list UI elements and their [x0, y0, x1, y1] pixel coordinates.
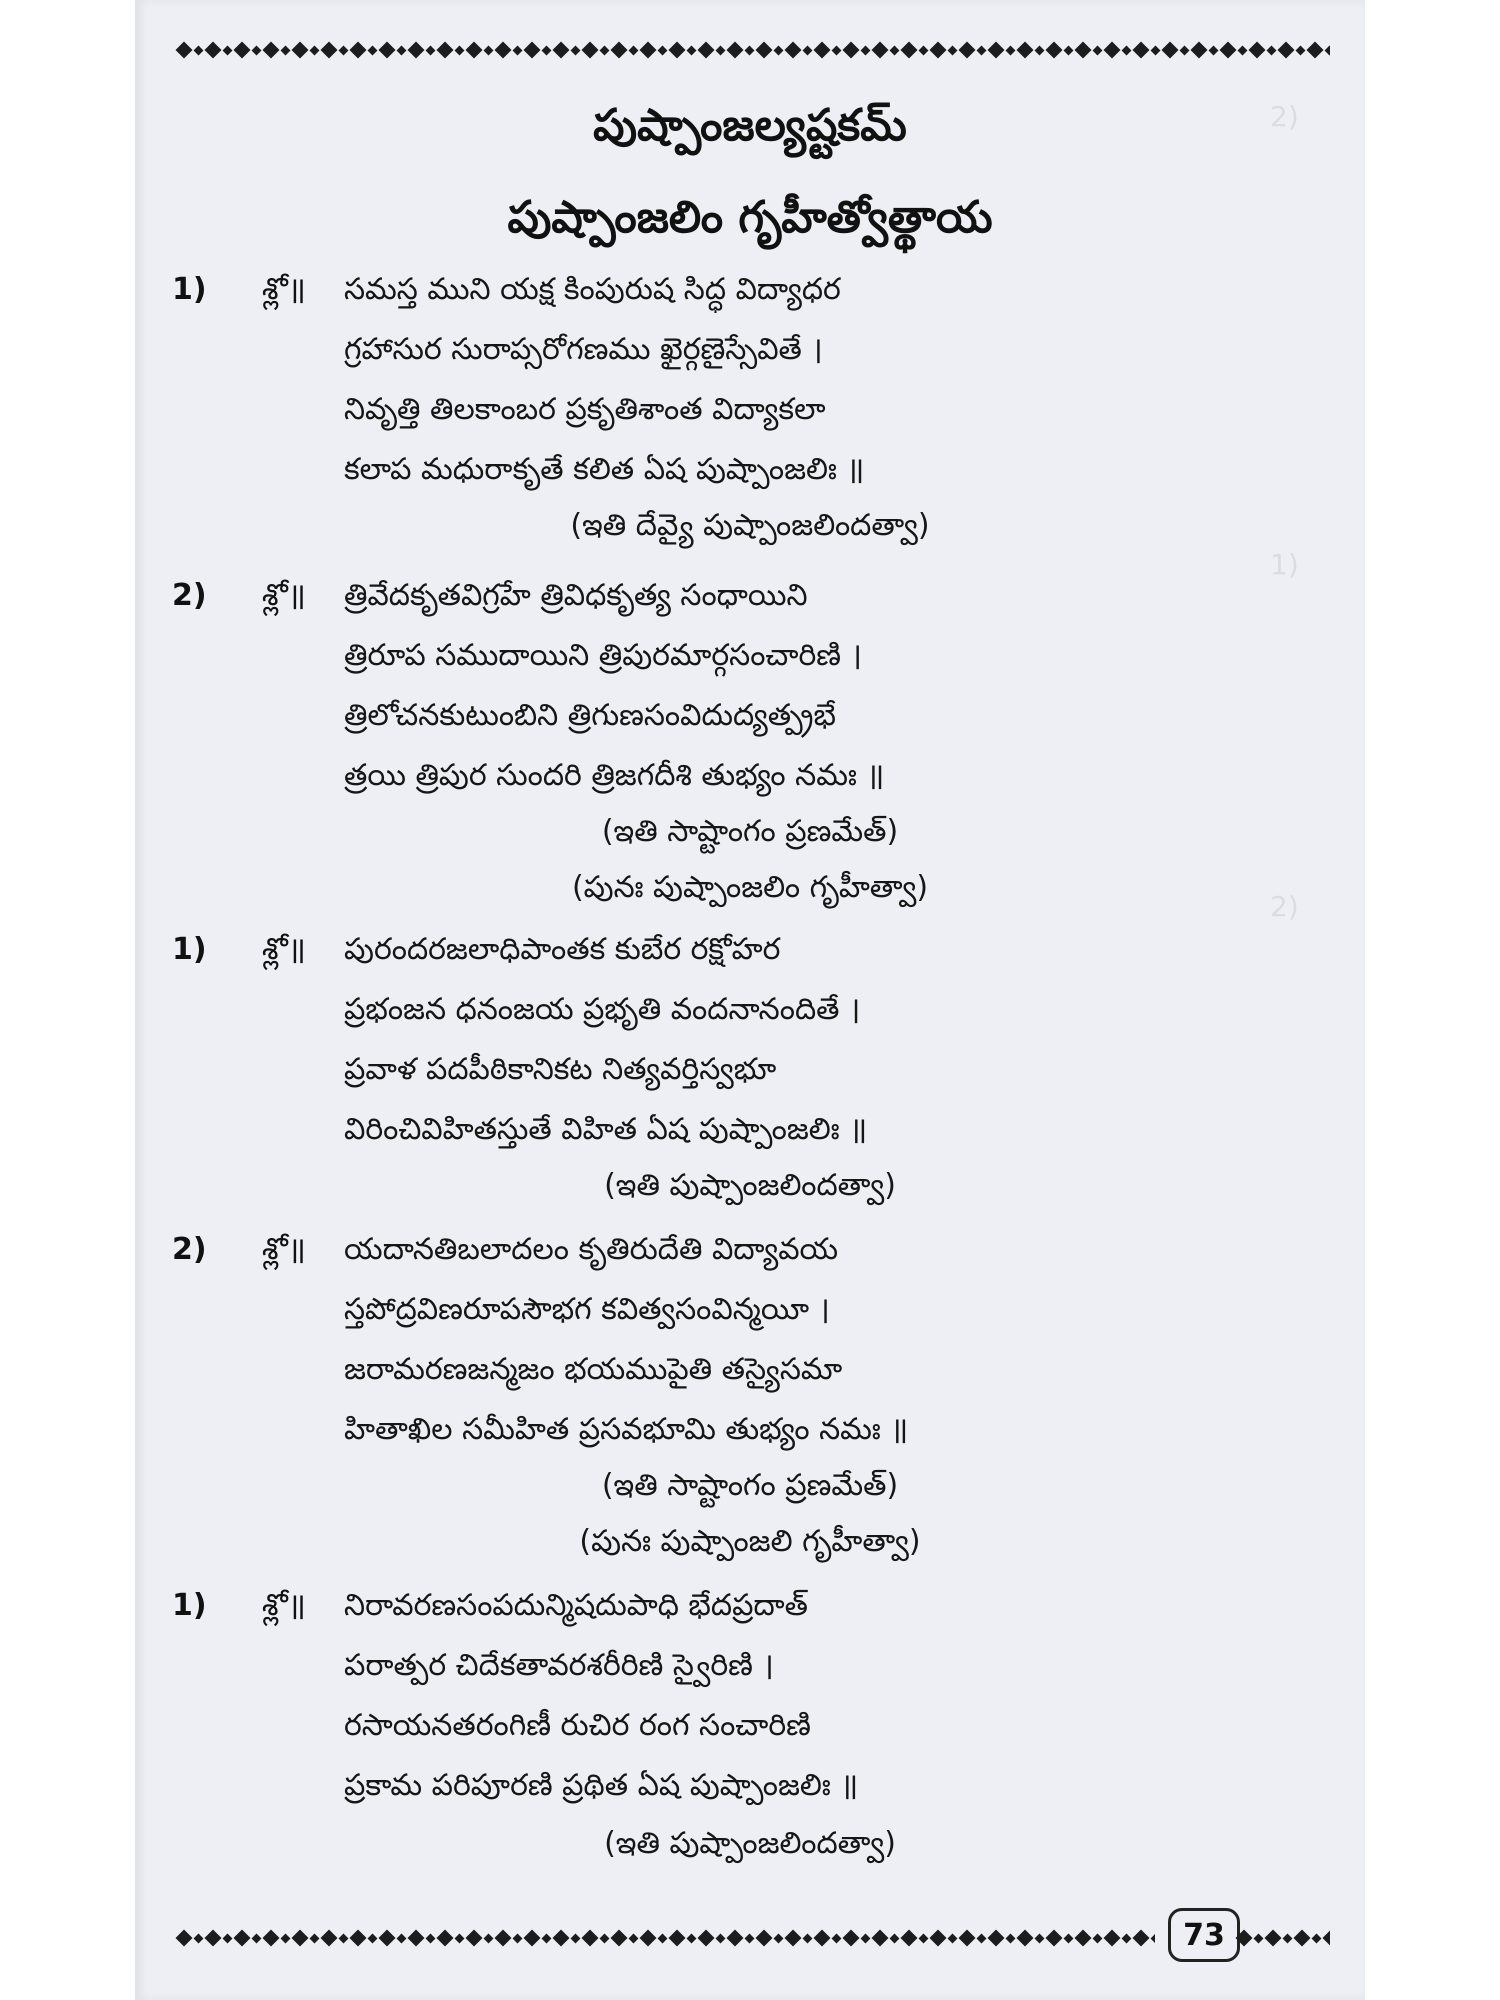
- ornament-diamond: [919, 1933, 929, 1943]
- ornament-diamond: [669, 1930, 686, 1947]
- ornament-diamond: [1035, 45, 1045, 55]
- ornament-diamond: [542, 45, 552, 55]
- ornament-diamond: [843, 1930, 860, 1947]
- verse-line: యదానతిబలాదలం కృతిరుదేతి విద్యావయ: [344, 1232, 839, 1267]
- ornament-diamond: [814, 42, 831, 59]
- ornament-diamond: [977, 45, 987, 55]
- ornament-diamond: [1017, 42, 1034, 59]
- ornament-diamond: [1075, 1930, 1092, 1947]
- ornament-diamond: [930, 42, 947, 59]
- verse-line: త్రివేదకృతవిగ్రహే త్రివిధకృత్య సంధాయిని: [344, 578, 808, 613]
- ornament-diamond: [1133, 42, 1150, 59]
- page-number: 73: [1168, 1908, 1240, 1962]
- ornament-diamond: [1267, 45, 1277, 55]
- ornament-diamond: [1064, 45, 1074, 55]
- ornament-diamond: [1191, 42, 1208, 59]
- ornament-diamond: [687, 1933, 697, 1943]
- show-through-text: 1): [1270, 548, 1299, 581]
- ornament-diamond: [1006, 1933, 1016, 1943]
- ornament-diamond: [1265, 1930, 1282, 1947]
- verse-line: కలాప మధురాకృతే కలిత ఏష పుష్పాంజలిః ॥: [344, 452, 865, 487]
- verse-line: నిరావరణసంపదున్మిషదుపాధి భేదప్రదాత్: [344, 1588, 808, 1623]
- ornament-diamond: [901, 42, 918, 59]
- ornament-diamond: [281, 1933, 291, 1943]
- ornament-diamond: [368, 45, 378, 55]
- verse-line: నివృత్తి తిలకాంబర ప్రకృతిశాంత విద్యాకలా: [344, 392, 826, 427]
- ornament-diamond: [698, 1930, 715, 1947]
- page-title: పుష్పాంజల్యష్టకమ్: [593, 100, 907, 151]
- ornament-diamond: [1162, 42, 1179, 59]
- ornament-diamond: [959, 42, 976, 59]
- ornament-diamond: [930, 1930, 947, 1947]
- ornament-diamond: [745, 1933, 755, 1943]
- ornament-diamond: [629, 45, 639, 55]
- ornament-diamond: [658, 1933, 668, 1943]
- verse-line: పురందరజలాధిపాంతక కుబేర రక్షోహర: [344, 932, 781, 967]
- ornament-diamond: [223, 1933, 233, 1943]
- ornament-diamond: [687, 45, 697, 55]
- ornament-diamond: [513, 1933, 523, 1943]
- ornament-diamond: [571, 45, 581, 55]
- ornament-diamond: [803, 1933, 813, 1943]
- ornament-diamond: [1122, 45, 1132, 55]
- ornament-diamond: [379, 42, 396, 59]
- bottom-ornament-border: [175, 1918, 1155, 1958]
- ornament-diamond: [1075, 42, 1092, 59]
- ornament-diamond: [1046, 1930, 1063, 1947]
- ornament-diamond: [571, 1933, 581, 1943]
- verse-line: త్రిలోచనకుటుంబిని త్రిగుణసంవిదుద్యత్ప్రభే: [344, 698, 836, 733]
- ornament-diamond: [977, 1933, 987, 1943]
- ornament-diamond: [861, 1933, 871, 1943]
- ornament-diamond: [1093, 45, 1103, 55]
- verse-line: విరించివిహితస్తుతే విహిత ఏష పుష్పాంజలిః ॥: [344, 1112, 868, 1147]
- ornament-diamond: [1254, 1933, 1264, 1943]
- verse-line: పరాత్పర చిదేకతావరశరీరిణి స్వైరిణి ।: [344, 1648, 774, 1683]
- ornament-diamond: [524, 42, 541, 59]
- ornament-diamond: [1307, 42, 1324, 59]
- ornament-diamond: [1151, 1933, 1155, 1943]
- instruction-note: (ఇతి సాష్టాంగం ప్రణమేత్): [601, 814, 899, 849]
- ornament-diamond: [1220, 42, 1237, 59]
- ornament-diamond: [252, 45, 262, 55]
- ornament-diamond: [611, 1930, 628, 1947]
- ornament-diamond: [194, 1933, 204, 1943]
- ornament-diamond: [1133, 1930, 1150, 1947]
- verse-number: 1): [172, 1588, 207, 1623]
- ornament-diamond: [484, 1933, 494, 1943]
- ornament-diamond: [437, 42, 454, 59]
- verse-line: త్రిరూప సముదాయిని త్రిపురమార్గసంచారిణి ।: [344, 638, 862, 673]
- ornament-diamond: [1017, 1930, 1034, 1947]
- ornament-diamond: [495, 42, 512, 59]
- bottom-ornament-border-right: [1235, 1918, 1330, 1958]
- verse-line: ప్రవాళ పదపీఠికానికట నిత్యవర్తిస్వభూ: [344, 1052, 777, 1087]
- ornament-diamond: [339, 1933, 349, 1943]
- page-subtitle: పుష్పాంజలిం గృహీత్వోత్థాయ: [507, 192, 993, 243]
- ornament-diamond: [1151, 45, 1161, 55]
- ornament-diamond: [1180, 45, 1190, 55]
- ornament-diamond: [408, 1930, 425, 1947]
- ornament-diamond: [1035, 1933, 1045, 1943]
- ornament-diamond: [408, 42, 425, 59]
- ornament-diamond: [397, 45, 407, 55]
- ornament-diamond: [582, 42, 599, 59]
- ornament-diamond: [698, 42, 715, 59]
- verse-number: 2): [172, 1232, 207, 1267]
- ornament-diamond: [1006, 45, 1016, 55]
- ornament-diamond: [176, 1930, 193, 1947]
- ornament-diamond: [1104, 42, 1121, 59]
- ornament-diamond: [640, 42, 657, 59]
- ornament-diamond: [223, 45, 233, 55]
- sloka-marker: శ్లో॥: [262, 1232, 306, 1267]
- instruction-note: (ఇతి దేవ్యై పుష్పాంజలిందత్వా): [570, 508, 930, 543]
- ornament-diamond: [176, 42, 193, 59]
- verse-line: ప్రకామ పరిపూరణి ప్రథిత ఏష పుష్పాంజలిః ॥: [344, 1768, 859, 1803]
- ornament-diamond: [959, 1930, 976, 1947]
- verse-line: త్రయి త్రిపుర సుందరి త్రిజగదీశి తుభ్యం నమః ॥: [344, 758, 885, 793]
- ornament-diamond: [437, 1930, 454, 1947]
- show-through-text: 2): [1270, 890, 1299, 923]
- ornament-diamond: [466, 1930, 483, 1947]
- ornament-diamond: [803, 45, 813, 55]
- ornament-diamond: [1296, 45, 1306, 55]
- ornament-diamond: [716, 1933, 726, 1943]
- ornament-diamond: [292, 1930, 309, 1947]
- ornament-diamond: [890, 1933, 900, 1943]
- ornament-diamond: [901, 1930, 918, 1947]
- ornament-diamond: [234, 42, 251, 59]
- ornament-diamond: [1312, 1933, 1322, 1943]
- ornament-diamond: [1294, 1930, 1311, 1947]
- ornament-diamond: [426, 1933, 436, 1943]
- ornament-diamond: [339, 45, 349, 55]
- ornament-diamond: [774, 1933, 784, 1943]
- ornament-diamond: [727, 1930, 744, 1947]
- ornament-diamond: [1249, 42, 1266, 59]
- ornament-diamond: [988, 42, 1005, 59]
- ornament-diamond: [263, 42, 280, 59]
- ornament-diamond: [1209, 45, 1219, 55]
- ornament-diamond: [234, 1930, 251, 1947]
- ornament-diamond: [832, 1933, 842, 1943]
- ornament-diamond: [205, 42, 222, 59]
- verse-line: రసాయనతరంగిణీ రుచిర రంగ సంచారిణి: [344, 1708, 811, 1743]
- ornament-diamond: [774, 45, 784, 55]
- instruction-note: (పునః పుష్పాంజలి గృహీత్వా): [579, 1524, 921, 1559]
- ornament-diamond: [1093, 1933, 1103, 1943]
- ornament-diamond: [611, 42, 628, 59]
- sloka-marker: శ్లో॥: [262, 932, 306, 967]
- verse-line: హితాఖిల సమీహిత ప్రసవభూమి తుభ్యం నమః ॥: [344, 1412, 909, 1447]
- ornament-diamond: [263, 1930, 280, 1947]
- instruction-note: (ఇతి పుష్పాంజలిందత్వా): [604, 1168, 896, 1203]
- ornament-diamond: [1122, 1933, 1132, 1943]
- instruction-note: (పునః పుష్పాంజలిం గృహీత్వా): [571, 870, 929, 905]
- ornament-diamond: [1104, 1930, 1121, 1947]
- sloka-marker: శ్లో॥: [262, 272, 306, 307]
- ornament-diamond: [948, 1933, 958, 1943]
- ornament-diamond: [629, 1933, 639, 1943]
- ornament-diamond: [600, 45, 610, 55]
- verse-line: స్తపోద్రవిణరూపసౌభగ కవిత్వసంవిన్మయీ ।: [344, 1292, 830, 1327]
- ornament-diamond: [988, 1930, 1005, 1947]
- ornament-diamond: [872, 1930, 889, 1947]
- ornament-diamond: [832, 45, 842, 55]
- sloka-marker: శ్లో॥: [262, 1588, 306, 1623]
- ornament-diamond: [292, 42, 309, 59]
- ornament-diamond: [1283, 1933, 1293, 1943]
- ornament-diamond: [582, 1930, 599, 1947]
- ornament-diamond: [524, 1930, 541, 1947]
- ornament-diamond: [252, 1933, 262, 1943]
- ornament-diamond: [948, 45, 958, 55]
- ornament-diamond: [1064, 1933, 1074, 1943]
- ornament-diamond: [553, 1930, 570, 1947]
- ornament-diamond: [205, 1930, 222, 1947]
- ornament-diamond: [716, 45, 726, 55]
- ornament-diamond: [658, 45, 668, 55]
- ornament-diamond: [1236, 1930, 1253, 1947]
- ornament-diamond: [785, 1930, 802, 1947]
- ornament-diamond: [513, 45, 523, 55]
- ornament-diamond: [455, 45, 465, 55]
- ornament-diamond: [368, 1933, 378, 1943]
- verse-line: జరామరణజన్మజం భయముపైతి తస్యైసమా: [344, 1352, 843, 1387]
- ornament-diamond: [919, 45, 929, 55]
- ornament-diamond: [350, 42, 367, 59]
- ornament-diamond: [397, 1933, 407, 1943]
- ornament-diamond: [281, 45, 291, 55]
- ornament-diamond: [861, 45, 871, 55]
- ornament-diamond: [310, 45, 320, 55]
- ornament-diamond: [379, 1930, 396, 1947]
- ornament-diamond: [814, 1930, 831, 1947]
- verse-number: 2): [172, 578, 207, 613]
- top-ornament-border: [175, 30, 1330, 70]
- ornament-diamond: [426, 45, 436, 55]
- ornament-diamond: [600, 1933, 610, 1943]
- ornament-diamond: [843, 42, 860, 59]
- ornament-diamond: [321, 1930, 338, 1947]
- ornament-diamond: [310, 1933, 320, 1943]
- ornament-diamond: [745, 45, 755, 55]
- ornament-diamond: [194, 45, 204, 55]
- verse-line: గ్రహాసుర సురాప్సరోగణము ఖైర్గణైస్సేవితే ।: [344, 332, 823, 367]
- ornament-diamond: [872, 42, 889, 59]
- ornament-diamond: [321, 42, 338, 59]
- ornament-diamond: [890, 45, 900, 55]
- ornament-diamond: [756, 1930, 773, 1947]
- verse-line: ప్రభంజన ధనంజయ ప్రభృతి వందనానందితే ।: [344, 992, 861, 1027]
- ornament-diamond: [669, 42, 686, 59]
- verse-line: సమస్త ముని యక్ష కింపురుష సిద్ధ విద్యాధర: [344, 272, 841, 307]
- ornament-diamond: [1278, 42, 1295, 59]
- ornament-diamond: [756, 42, 773, 59]
- sloka-marker: శ్లో॥: [262, 578, 306, 613]
- ornament-diamond: [1238, 45, 1248, 55]
- ornament-diamond: [727, 42, 744, 59]
- verse-number: 1): [172, 932, 207, 967]
- verse-number: 1): [172, 272, 207, 307]
- ornament-diamond: [350, 1930, 367, 1947]
- ornament-diamond: [553, 42, 570, 59]
- ornament-diamond: [542, 1933, 552, 1943]
- ornament-diamond: [455, 1933, 465, 1943]
- ornament-diamond: [1325, 45, 1330, 55]
- instruction-note: (ఇతి సాష్టాంగం ప్రణమేత్): [601, 1468, 899, 1503]
- ornament-diamond: [785, 42, 802, 59]
- show-through-text: 2): [1270, 100, 1299, 133]
- ornament-diamond: [1046, 42, 1063, 59]
- ornament-diamond: [484, 45, 494, 55]
- ornament-diamond: [1323, 1930, 1330, 1947]
- ornament-diamond: [495, 1930, 512, 1947]
- ornament-diamond: [640, 1930, 657, 1947]
- instruction-note: (ఇతి పుష్పాంజలిందత్వా): [604, 1826, 896, 1861]
- ornament-diamond: [466, 42, 483, 59]
